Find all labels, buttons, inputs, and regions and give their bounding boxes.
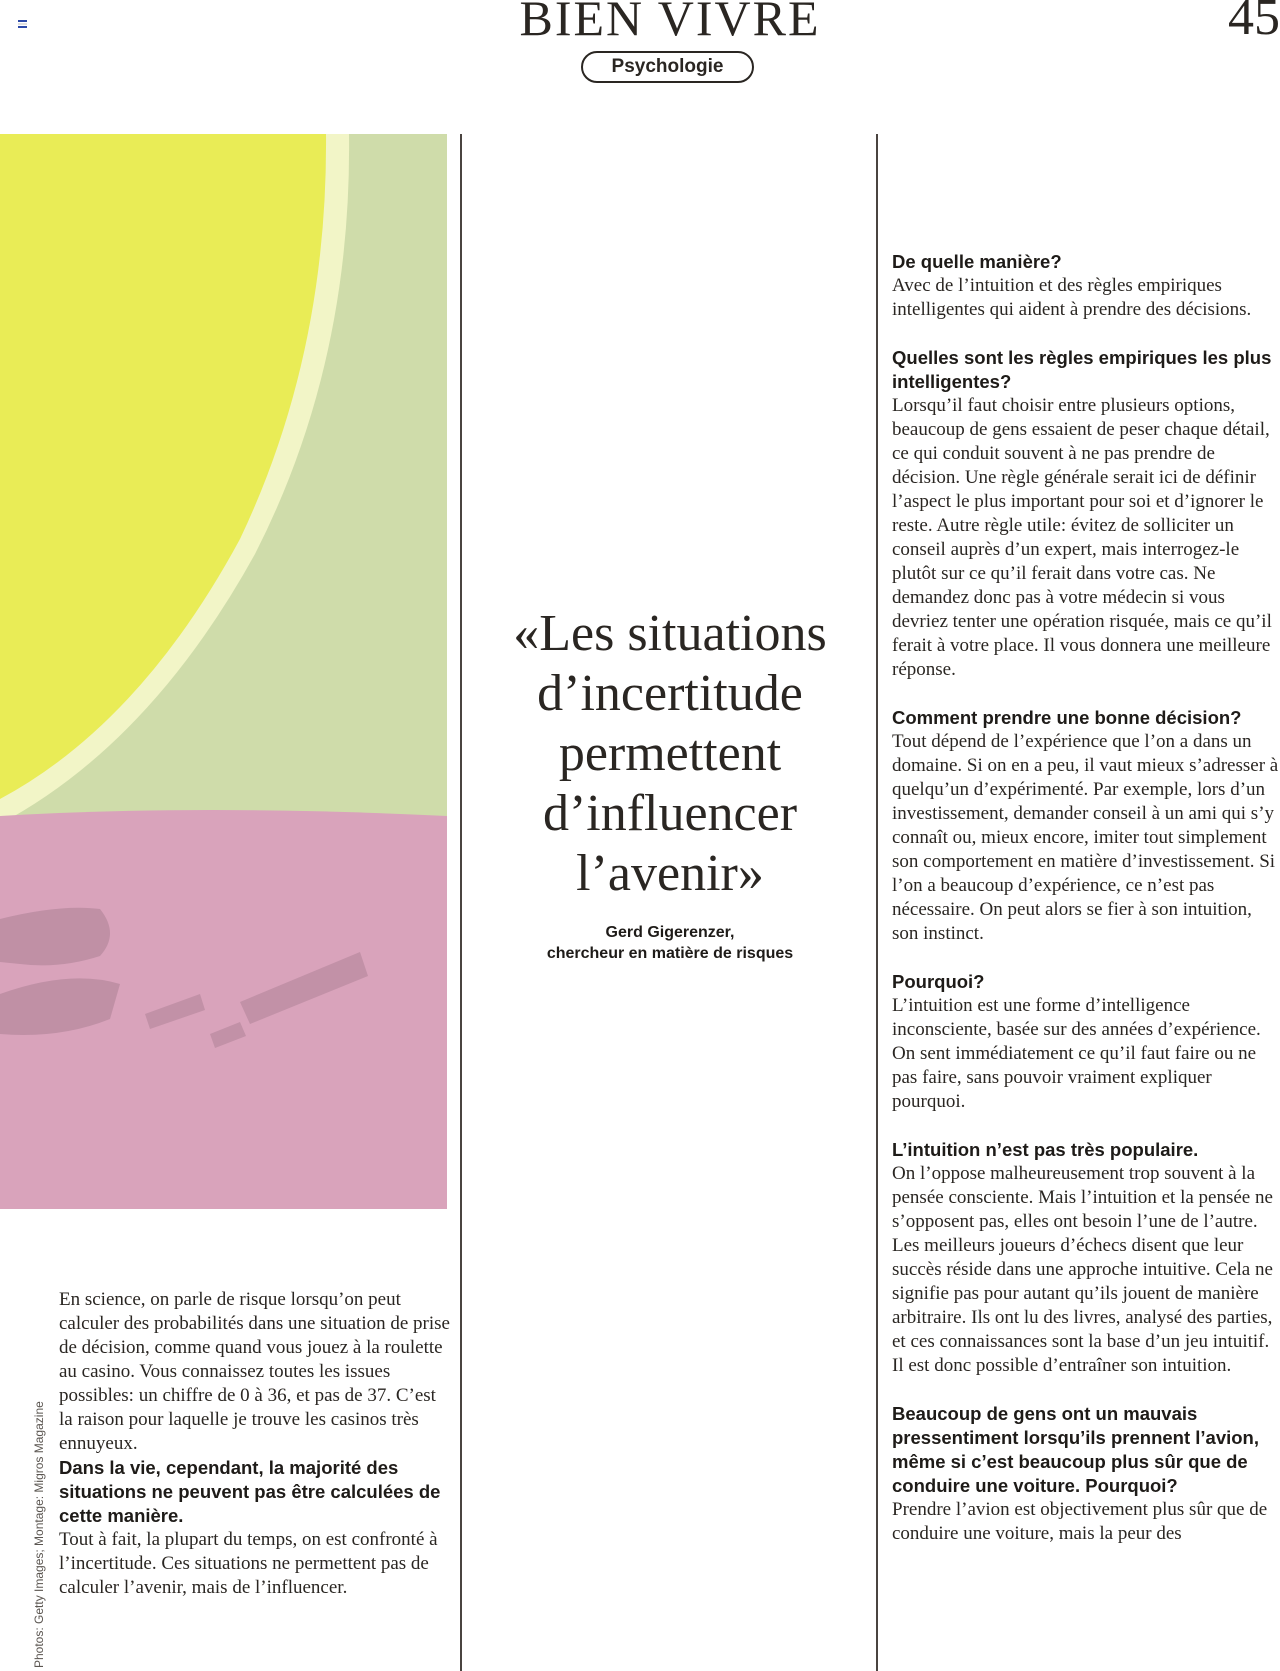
abstract-illustration [0, 134, 447, 1209]
flag-icon [18, 20, 27, 28]
quote-attribution [490, 922, 850, 964]
qa-block [892, 970, 1280, 1114]
quote-author-role: chercheur en matière de risques [546, 945, 794, 962]
right-column [892, 250, 1280, 1570]
pull-quote-line: d’incertitude [537, 665, 803, 722]
intro-paragraph: En science, on parle de risque lorsqu’on peut calculer des probabilités dans une situation de prise de décision, comme quand vous jouez à la roulette au casino. Vous connaissez toutes les issues possibles: un chiffre de 0 à 36, et pas de 37. C’est la raison pour laquelle je trouve les casinos très ennuyeux. [59, 1289, 450, 1454]
pull-quote-line: d’influencer [542, 785, 798, 842]
interview-answer: Avec de l’intuition et des règles empiriques intelligentes qui aident à prendre des décisions. [892, 275, 1252, 320]
interview-answer: Tout à fait, la plupart du temps, on est confronté à l’incertitude. Ces situations ne permettent pas de calculer l’avenir, mais de l’influencer. [59, 1529, 438, 1598]
pull-quote-line: «Les situations [513, 605, 827, 662]
qa-block [892, 346, 1280, 682]
photo-credit: Photos: Getty Images; Montage: Migros Magazine [32, 1401, 46, 1668]
interview-question: De quelle manière? [892, 251, 1062, 272]
interview-question: Beaucoup de gens ont un mauvais pressentiment lorsqu’ils prennent l’avion, même si c’est beaucoup plus sûr que de conduire une voiture. Pourquoi? [892, 1403, 1259, 1496]
interview-question: Quelles sont les règles empiriques les plus intelligentes? [892, 347, 1272, 392]
interview-answer: L’intuition est une forme d’intelligence inconsciente, basée sur des années d’expérience. On sent immédiatement ce qu’il faut faire ou ne pas faire, sans pouvoir vraiment expliquer pourquoi. [892, 995, 1261, 1112]
interview-question: Pourquoi? [892, 971, 985, 992]
interview-question: L’intuition n’est pas très populaire. [892, 1139, 1199, 1160]
interview-answer: Lorsqu’il faut choisir entre plusieurs options, beaucoup de gens essaient de peser chaque détail, ce qui conduit souvent à ne pas prendre de décision. Une règle générale serait ici de définir l’aspect le plus important pour soi et d’ignorer le reste. Autre règle utile: évitez de solliciter un conseil auprès d’un expert, mais interrogez-le plutôt sur ce qu’il ferait dans votre cas. Ne demandez donc pas à votre médecin si vous devriez tenter une opération risquée, mais ce qu’il ferait à votre place. Il vous donnera une meilleure réponse. [892, 395, 1272, 680]
interview-question: Comment prendre une bonne décision? [892, 707, 1242, 728]
interview-answer: Tout dépend de l’expérience que l’on a dans un domaine. Si on en a peu, il vaut mieux s’adresser à quelqu’un d’expérimenté. Par exemple, lors d’un investissement, demander conseil à un ami qui s’y connaît ou, mieux encore, imiter tout simplement son comportement en matière d’investissement. Si l’on a beaucoup d’expérience, ce n’est pas nécessaire. On peut alors se fier à son intuition, son instinct. [892, 731, 1279, 944]
interview-answer: Prendre l’avion est objectivement plus sûr que de conduire une voiture, mais la peur des [892, 1499, 1268, 1544]
pull-quote-line: permettent [558, 725, 782, 782]
column-divider [876, 134, 878, 1671]
qa-block [892, 250, 1280, 322]
qa-block [892, 1402, 1280, 1546]
shadow-shape [0, 908, 110, 966]
left-column [59, 1288, 454, 1600]
column-divider [460, 134, 462, 1671]
page-number: 45 [1228, 0, 1280, 46]
section-title: BIEN VIVRE [519, 0, 821, 46]
interview-question: Dans la vie, cependant, la majorité des situations ne peuvent pas être calculées de cette manière. [59, 1457, 441, 1526]
illustration [0, 134, 447, 1209]
pull-quote [490, 604, 850, 904]
category-badge: Psychologie [581, 51, 754, 83]
qa-block [892, 706, 1280, 946]
interview-answer: On l’oppose malheureusement trop souvent à la pensée consciente. Mais l’intuition et la pensée ne s’opposent pas, elles ont besoin l’une de l’autre. Les meilleurs joueurs d’échecs disent que leur succès réside dans une approche intuitive. Cela ne signifie pas pour autant qu’ils jouent de manière arbitraire. Ils ont lu des livres, analysé des parties, et ces connaissances sont la base d’un jeu intuitif. Il est donc possible d’entraîner son intuition. [892, 1163, 1273, 1376]
pull-quote-line: l’avenir» [576, 845, 764, 902]
quote-author-name: Gerd Gigerenzer, [605, 924, 735, 941]
qa-block [892, 1138, 1280, 1378]
